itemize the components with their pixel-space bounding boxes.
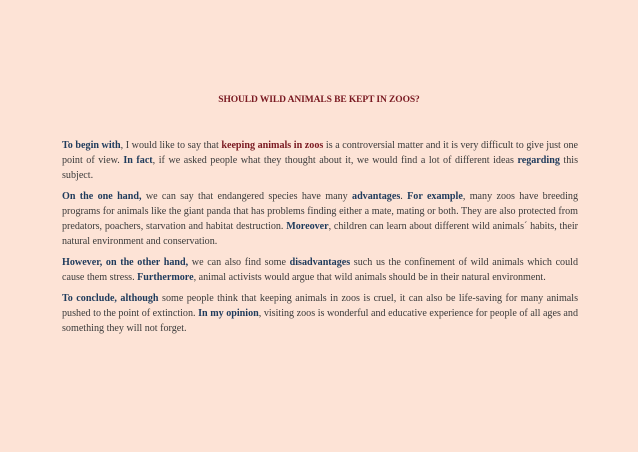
text-run: .: [400, 191, 408, 202]
text-run: some people think that keeping animals in zoos is cruel, it can also be life-saving for many animals pushed to the point of extinction.: [62, 293, 579, 319]
keyword: For example: [407, 191, 463, 202]
keyword: regarding: [517, 155, 560, 166]
keyword: Furthermore: [137, 272, 194, 283]
text-run: we can say that endangered species have many: [141, 191, 353, 202]
text-run: we can also find some: [188, 257, 290, 268]
paragraph-3: [62, 255, 578, 285]
text-run: , many zoos have breeding programs for animals like the giant panda that has problems finding either a mate, mating or both. They are also protected from predators, poachers, starvation and habitat destruction.: [62, 191, 578, 232]
text-run: this subject.: [62, 155, 579, 181]
keyword: However, on the other hand,: [62, 257, 189, 268]
keyword: advantages: [352, 191, 401, 202]
text-run: such us the confinement of wild animals which could cause them stress.: [62, 257, 579, 283]
keyword: To begin with: [62, 140, 121, 151]
document-body: [62, 138, 578, 342]
paragraph-2: [62, 189, 578, 249]
text-run: , I would like to say that: [120, 140, 222, 151]
keyword: On the one hand,: [62, 191, 142, 202]
keyword: Moreover: [286, 221, 329, 232]
text-run: is a controversial matter and it is very difficult to give just one point of view.: [62, 140, 579, 166]
text-run: , animal activists would argue that wild animals should be in their natural environment.: [193, 272, 546, 283]
paragraph-4: [62, 291, 578, 336]
keyword: In fact: [123, 155, 153, 166]
document-title: SHOULD WILD ANIMALS BE KEPT IN ZOOS?: [218, 95, 420, 105]
keyword: In my opinion: [198, 308, 259, 319]
keyword: disadvantages: [289, 257, 351, 268]
text-run: , if we asked people what they thought about it, we would find a lot of different ideas: [152, 155, 518, 166]
keyword: To conclude, although: [62, 293, 159, 304]
text-run: , visiting zoos is wonderful and educative experience for people of all ages and something they will not forget.: [62, 308, 579, 334]
text-run: , children can learn about different wild animals´ habits, their natural environment and conservation.: [62, 221, 578, 247]
keyword: keeping animals in zoos: [221, 140, 324, 151]
paragraph-1: [62, 138, 578, 183]
